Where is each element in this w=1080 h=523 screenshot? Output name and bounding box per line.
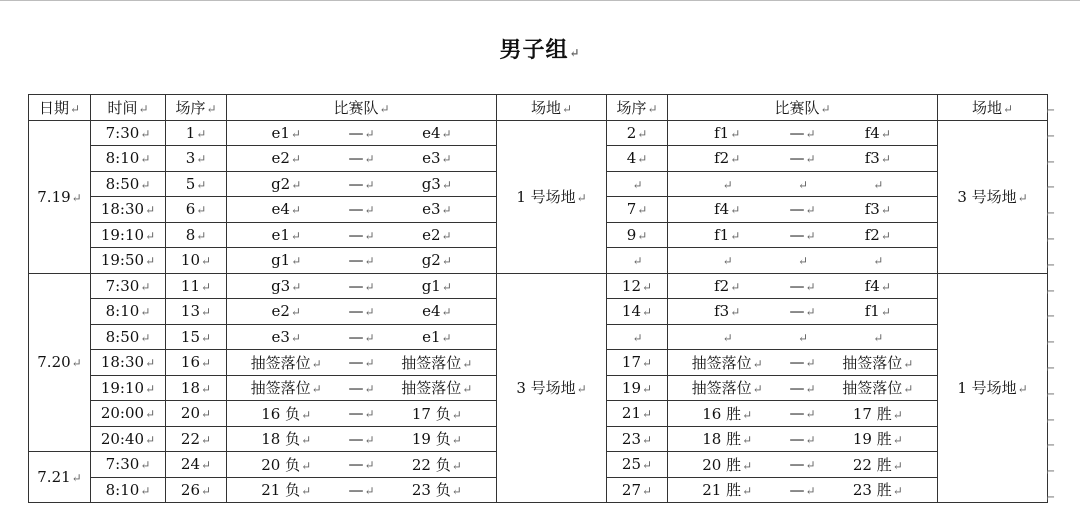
vs-separator: —↵ bbox=[348, 225, 375, 244]
page-title bbox=[0, 33, 1080, 64]
teams-right-cell bbox=[668, 273, 938, 299]
team-a: 21 负↵ bbox=[261, 481, 312, 500]
time-cell: 8:10↵ bbox=[91, 299, 166, 325]
team-a: ↵ bbox=[722, 254, 733, 269]
team-b: f4↵ bbox=[864, 123, 891, 142]
vs-separator: —↵ bbox=[789, 225, 816, 244]
team-a: f2↵ bbox=[714, 276, 741, 295]
team-b: 22 负↵ bbox=[411, 455, 462, 474]
margin-mark-icon: ⌐ bbox=[1046, 258, 1056, 272]
vs-separator: —↵ bbox=[789, 404, 816, 423]
time-cell: 19:10↵ bbox=[91, 222, 166, 248]
teams-right-cell bbox=[668, 401, 938, 427]
team-b: g2↵ bbox=[421, 251, 452, 270]
vs-separator: —↵ bbox=[348, 200, 375, 219]
order-right-cell: 25↵ bbox=[607, 452, 668, 478]
order-right-cell: 12↵ bbox=[607, 273, 668, 299]
time-cell: 18:30↵ bbox=[91, 197, 166, 223]
order-right-cell: 27↵ bbox=[607, 477, 668, 503]
margin-mark-icon: ⌐ bbox=[1046, 104, 1056, 117]
team-a: 18 胜↵ bbox=[702, 430, 753, 449]
margin-mark-icon: ⌐ bbox=[1046, 491, 1056, 504]
order-left-cell: 11↵ bbox=[166, 273, 227, 299]
team-a: f2↵ bbox=[714, 149, 741, 168]
order-left-cell: 20↵ bbox=[166, 401, 227, 427]
team-a: 抽签落位↵ bbox=[250, 353, 322, 372]
team-b: g1↵ bbox=[421, 276, 452, 295]
teams-left-cell bbox=[227, 197, 497, 223]
teams-left-cell bbox=[227, 120, 497, 146]
teams-right-cell bbox=[668, 375, 938, 401]
schedule-body bbox=[29, 95, 1048, 503]
margin-mark-icon: ⌐ bbox=[1046, 387, 1056, 401]
order-left-cell: 13↵ bbox=[166, 299, 227, 325]
table-row bbox=[29, 120, 1048, 146]
team-b: ↵ bbox=[873, 254, 884, 269]
team-b: 17 胜↵ bbox=[852, 404, 903, 423]
teams-left-cell bbox=[227, 171, 497, 197]
paragraph-mark-icon: ↵ bbox=[569, 46, 581, 60]
vs-separator: —↵ bbox=[348, 149, 375, 168]
order-left-cell: 22↵ bbox=[166, 426, 227, 452]
header-date: 日期↵ bbox=[29, 95, 91, 121]
team-a: 18 负↵ bbox=[261, 430, 312, 449]
order-left-cell: 8↵ bbox=[166, 222, 227, 248]
team-a: e2↵ bbox=[271, 149, 301, 168]
team-a: 16 胜↵ bbox=[702, 404, 753, 423]
teams-left-cell bbox=[227, 222, 497, 248]
team-a: e1↵ bbox=[271, 123, 301, 142]
team-a: e2↵ bbox=[271, 302, 301, 321]
team-b: 19 负↵ bbox=[411, 430, 462, 449]
order-left-cell: 26↵ bbox=[166, 477, 227, 503]
time-cell: 18:30↵ bbox=[91, 350, 166, 376]
team-a: f1↵ bbox=[714, 123, 741, 142]
order-left-cell: 1↵ bbox=[166, 120, 227, 146]
teams-right-cell bbox=[668, 171, 938, 197]
vs-separator: —↵ bbox=[348, 480, 375, 499]
venue-right-cell: 1 号场地↵ bbox=[938, 273, 1048, 503]
vs-separator: —↵ bbox=[789, 378, 816, 397]
vs-separator: —↵ bbox=[348, 378, 375, 397]
teams-left-cell bbox=[227, 452, 497, 478]
header-order-left: 场序↵ bbox=[166, 95, 227, 121]
team-b: g3↵ bbox=[421, 174, 452, 193]
order-left-cell: 6↵ bbox=[166, 197, 227, 223]
teams-left-cell bbox=[227, 299, 497, 325]
vs-separator: —↵ bbox=[348, 404, 375, 423]
order-right-cell: 19↵ bbox=[607, 375, 668, 401]
order-left-cell: 5↵ bbox=[166, 171, 227, 197]
order-left-cell: 15↵ bbox=[166, 324, 227, 350]
header-venue-left: 场地↵ bbox=[497, 95, 607, 121]
margin-mark-icon: ⌐ bbox=[1046, 336, 1056, 350]
team-b: f3↵ bbox=[864, 149, 891, 168]
margin-mark-icon: ⌐ bbox=[1046, 284, 1056, 298]
teams-right-cell bbox=[668, 477, 938, 503]
header-teams-left: 比赛队↵ bbox=[227, 95, 497, 121]
date-cell: 7.21↵ bbox=[29, 452, 91, 503]
teams-right-cell bbox=[668, 120, 938, 146]
order-right-cell: 2↵ bbox=[607, 120, 668, 146]
team-a: 抽签落位↵ bbox=[691, 353, 763, 372]
team-b: 19 胜↵ bbox=[852, 430, 903, 449]
vs-separator: —↵ bbox=[348, 302, 375, 321]
time-cell: 7:30↵ bbox=[91, 452, 166, 478]
teams-left-cell bbox=[227, 350, 497, 376]
team-b: 22 胜↵ bbox=[852, 455, 903, 474]
time-cell: 19:50↵ bbox=[91, 248, 166, 274]
team-b: 抽签落位↵ bbox=[401, 353, 473, 372]
team-b: 抽签落位↵ bbox=[401, 379, 473, 398]
vs-separator: —↵ bbox=[348, 276, 375, 295]
vs-separator: —↵ bbox=[789, 200, 816, 219]
time-cell: 8:50↵ bbox=[91, 324, 166, 350]
margin-mark-icon: ⌐ bbox=[1046, 439, 1056, 453]
vs-separator: —↵ bbox=[348, 123, 375, 142]
team-b: e4↵ bbox=[422, 123, 452, 142]
team-a: g3↵ bbox=[271, 276, 302, 295]
margin-mark-icon: ⌐ bbox=[1046, 207, 1056, 221]
team-b: f3↵ bbox=[864, 200, 891, 219]
vs-separator: —↵ bbox=[789, 353, 816, 372]
teams-right-cell bbox=[668, 197, 938, 223]
venue-right-cell: 3 号场地↵ bbox=[938, 120, 1048, 273]
teams-right-cell bbox=[668, 426, 938, 452]
teams-right-cell bbox=[668, 146, 938, 172]
vs-separator: ↵ bbox=[797, 254, 809, 269]
margin-mark-icon: ⌐ bbox=[1046, 181, 1056, 195]
header-order-right: 场序↵ bbox=[607, 95, 668, 121]
vs-separator: ↵ bbox=[797, 177, 809, 192]
schedule-table bbox=[28, 94, 1048, 503]
vs-separator: —↵ bbox=[789, 149, 816, 168]
order-right-cell: ↵ bbox=[607, 171, 668, 197]
teams-left-cell bbox=[227, 401, 497, 427]
margin-mark-icon: ⌐ bbox=[1046, 362, 1056, 375]
vs-separator: —↵ bbox=[789, 480, 816, 499]
team-b: f2↵ bbox=[864, 225, 891, 244]
date-cell: 7.20↵ bbox=[29, 273, 91, 452]
team-a: f3↵ bbox=[714, 302, 741, 321]
team-a: ↵ bbox=[722, 330, 733, 345]
team-b: f1↵ bbox=[864, 302, 891, 321]
time-cell: 8:10↵ bbox=[91, 146, 166, 172]
vs-separator: —↵ bbox=[789, 123, 816, 142]
team-a: 20 胜↵ bbox=[702, 455, 753, 474]
order-right-cell: ↵ bbox=[607, 324, 668, 350]
teams-left-cell bbox=[227, 375, 497, 401]
venue-left-cell: 1 号场地↵ bbox=[497, 120, 607, 273]
order-right-cell: 14↵ bbox=[607, 299, 668, 325]
team-a: 20 负↵ bbox=[261, 455, 312, 474]
vs-separator: —↵ bbox=[789, 429, 816, 448]
team-a: 21 胜↵ bbox=[702, 481, 753, 500]
order-right-cell: 9↵ bbox=[607, 222, 668, 248]
team-a: g1↵ bbox=[271, 251, 302, 270]
team-b: e3↵ bbox=[422, 200, 452, 219]
order-left-cell: 10↵ bbox=[166, 248, 227, 274]
team-a: e3↵ bbox=[271, 327, 301, 346]
vs-separator: —↵ bbox=[348, 327, 375, 346]
teams-left-cell bbox=[227, 426, 497, 452]
vs-separator: —↵ bbox=[348, 429, 375, 448]
team-b: e3↵ bbox=[422, 149, 452, 168]
team-a: ↵ bbox=[722, 177, 733, 192]
teams-right-cell bbox=[668, 452, 938, 478]
time-cell: 8:50↵ bbox=[91, 171, 166, 197]
time-cell: 8:10↵ bbox=[91, 477, 166, 503]
vs-separator: —↵ bbox=[348, 353, 375, 372]
order-right-cell: ↵ bbox=[607, 248, 668, 274]
teams-right-cell bbox=[668, 299, 938, 325]
team-b: 23 负↵ bbox=[411, 481, 462, 500]
team-b: ↵ bbox=[873, 177, 884, 192]
venue-left-cell: 3 号场地↵ bbox=[497, 273, 607, 503]
margin-mark-icon: ⌐ bbox=[1046, 465, 1056, 479]
order-right-cell: 21↵ bbox=[607, 401, 668, 427]
team-b: e2↵ bbox=[422, 225, 452, 244]
teams-left-cell bbox=[227, 273, 497, 299]
teams-right-cell bbox=[668, 350, 938, 376]
order-right-cell: 17↵ bbox=[607, 350, 668, 376]
header-venue-right: 场地↵ bbox=[938, 95, 1048, 121]
order-right-cell: 4↵ bbox=[607, 146, 668, 172]
teams-left-cell bbox=[227, 324, 497, 350]
teams-left-cell bbox=[227, 146, 497, 172]
team-a: e4↵ bbox=[271, 200, 301, 219]
order-left-cell: 3↵ bbox=[166, 146, 227, 172]
vs-separator: —↵ bbox=[348, 174, 375, 193]
team-b: 抽签落位↵ bbox=[842, 379, 914, 398]
vs-separator: —↵ bbox=[789, 455, 816, 474]
margin-marks bbox=[1046, 96, 1060, 516]
time-cell: 20:40↵ bbox=[91, 426, 166, 452]
team-a: 抽签落位↵ bbox=[691, 379, 763, 398]
date-cell: 7.19↵ bbox=[29, 120, 91, 273]
team-a: 抽签落位↵ bbox=[250, 379, 322, 398]
team-b: 23 胜↵ bbox=[852, 481, 903, 500]
team-b: 抽签落位↵ bbox=[842, 353, 914, 372]
vs-separator: —↵ bbox=[789, 302, 816, 321]
teams-right-cell bbox=[668, 324, 938, 350]
teams-left-cell bbox=[227, 477, 497, 503]
teams-left-cell bbox=[227, 248, 497, 274]
teams-right-cell bbox=[668, 222, 938, 248]
margin-mark-icon: ⌐ bbox=[1046, 413, 1056, 427]
team-a: f1↵ bbox=[714, 225, 741, 244]
team-b: f4↵ bbox=[864, 276, 891, 295]
title-text: 男子组 bbox=[499, 37, 569, 63]
margin-mark-icon: ⌐ bbox=[1046, 233, 1056, 246]
margin-mark-icon: ⌐ bbox=[1046, 310, 1056, 324]
margin-mark-icon: ⌐ bbox=[1046, 129, 1056, 143]
margin-mark-icon: ⌐ bbox=[1046, 155, 1056, 169]
vs-separator: —↵ bbox=[789, 276, 816, 295]
table-row bbox=[29, 273, 1048, 299]
team-a: 16 负↵ bbox=[261, 404, 312, 423]
vs-separator: ↵ bbox=[797, 330, 809, 345]
time-cell: 19:10↵ bbox=[91, 375, 166, 401]
order-right-cell: 23↵ bbox=[607, 426, 668, 452]
time-cell: 20:00↵ bbox=[91, 401, 166, 427]
team-b: 17 负↵ bbox=[411, 404, 462, 423]
team-b: e4↵ bbox=[422, 302, 452, 321]
vs-separator: —↵ bbox=[348, 455, 375, 474]
team-a: f4↵ bbox=[714, 200, 741, 219]
time-cell: 7:30↵ bbox=[91, 273, 166, 299]
team-a: g2↵ bbox=[271, 174, 302, 193]
teams-right-cell bbox=[668, 248, 938, 274]
header-teams-right: 比赛队↵ bbox=[668, 95, 938, 121]
team-b: e1↵ bbox=[422, 327, 452, 346]
vs-separator: —↵ bbox=[348, 251, 375, 270]
header-time: 时间↵ bbox=[91, 95, 166, 121]
time-cell: 7:30↵ bbox=[91, 120, 166, 146]
order-left-cell: 18↵ bbox=[166, 375, 227, 401]
team-b: ↵ bbox=[873, 330, 884, 345]
team-a: e1↵ bbox=[271, 225, 301, 244]
order-left-cell: 16↵ bbox=[166, 350, 227, 376]
header-row bbox=[29, 95, 1048, 121]
order-left-cell: 24↵ bbox=[166, 452, 227, 478]
order-right-cell: 7↵ bbox=[607, 197, 668, 223]
page-top-border bbox=[0, 0, 1080, 1]
